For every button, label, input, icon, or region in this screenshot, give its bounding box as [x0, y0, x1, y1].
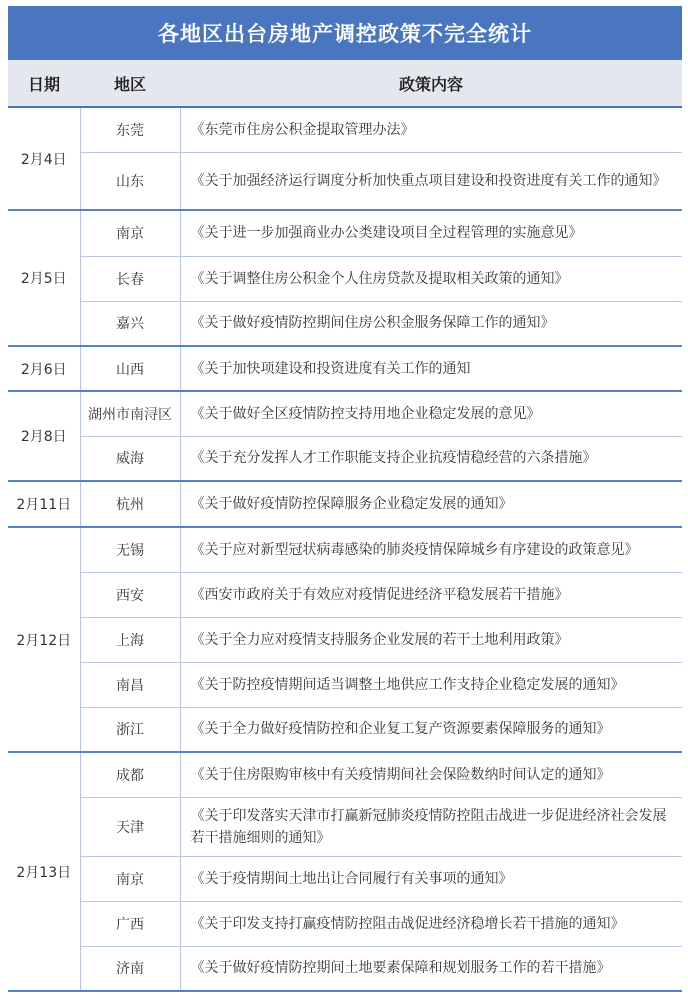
table-title: 各地区出台房地产调控政策不完全统计	[8, 6, 682, 60]
table-row	[8, 946, 682, 991]
policy-cell: 《关于疫情期间土地出让合同履行有关事项的通知》	[180, 856, 682, 901]
region-cell: 无锡	[80, 527, 180, 572]
region-cell: 湖州市南浔区	[80, 391, 180, 436]
table-row	[8, 301, 682, 346]
table-row	[8, 901, 682, 946]
region-cell: 浙江	[80, 707, 180, 752]
table-row	[8, 436, 682, 481]
header-date: 日期	[8, 60, 80, 107]
policy-table	[8, 60, 682, 992]
date-cell: 2月4日	[8, 107, 80, 210]
policy-cell: 《关于加快项建设和投资进度有关工作的通知	[180, 346, 682, 391]
region-cell: 南昌	[80, 662, 180, 707]
table-row	[8, 617, 682, 662]
policy-cell: 《关于全力做好疫情防控和企业复工复产资源要素保障服务的通知》	[180, 707, 682, 752]
table-row	[8, 391, 682, 436]
region-cell: 济南	[80, 946, 180, 991]
policy-cell: 《关于印发支持打赢疫情防控阻击战促进经济稳增长若干措施的通知》	[180, 901, 682, 946]
region-cell: 嘉兴	[80, 301, 180, 346]
policy-cell: 《关于加强经济运行调度分析加快重点项目建设和投资进度有关工作的通知》	[180, 152, 682, 210]
region-cell: 南京	[80, 856, 180, 901]
table-row	[8, 107, 682, 152]
policy-cell: 《关于全力应对疫情支持服务企业发展的若干土地利用政策》	[180, 617, 682, 662]
policy-cell: 《关于做好全区疫情防控支持用地企业稳定发展的意见》	[180, 391, 682, 436]
table-body	[8, 107, 682, 991]
region-cell: 杭州	[80, 481, 180, 527]
policy-cell: 《关于进一步加强商业办公类建设项目全过程管理的实施意见》	[180, 210, 682, 256]
table-row	[8, 210, 682, 256]
region-cell: 山东	[80, 152, 180, 210]
table-row	[8, 481, 682, 527]
table-row	[8, 346, 682, 391]
table-row	[8, 856, 682, 901]
policy-cell: 《关于做好疫情防控保障服务企业稳定发展的通知》	[180, 481, 682, 527]
region-cell: 西安	[80, 572, 180, 617]
date-cell: 2月8日	[8, 391, 80, 481]
policy-cell: 《关于充分发挥人才工作职能支持企业抗疫情稳经营的六条措施》	[180, 436, 682, 481]
policy-cell: 《关于做好疫情防控期间土地要素保障和规划服务工作的若干措施》	[180, 946, 682, 991]
region-cell: 东莞	[80, 107, 180, 152]
region-cell: 广西	[80, 901, 180, 946]
region-cell: 天津	[80, 797, 180, 856]
policy-cell: 《关于做好疫情防控期间住房公积金服务保障工作的通知》	[180, 301, 682, 346]
table-row	[8, 152, 682, 210]
region-cell: 山西	[80, 346, 180, 391]
header-policy: 政策内容	[180, 60, 682, 107]
region-cell: 长春	[80, 256, 180, 301]
region-cell: 南京	[80, 210, 180, 256]
policy-cell: 《关于防控疫情期间适当调整土地供应工作支持企业稳定发展的通知》	[180, 662, 682, 707]
table-row	[8, 752, 682, 797]
date-cell: 2月5日	[8, 210, 80, 346]
header-region: 地区	[80, 60, 180, 107]
region-cell: 上海	[80, 617, 180, 662]
region-cell: 威海	[80, 436, 180, 481]
date-cell: 2月11日	[8, 481, 80, 527]
policy-cell: 《东莞市住房公积金提取管理办法》	[180, 107, 682, 152]
table-row	[8, 527, 682, 572]
policy-cell: 《关于应对新型冠状病毒感染的肺炎疫情保障城乡有序建设的政策意见》	[180, 527, 682, 572]
policy-cell: 《关于调整住房公积金个人住房贷款及提取相关政策的通知》	[180, 256, 682, 301]
table-row	[8, 662, 682, 707]
policy-cell: 《关于印发落实天津市打赢新冠肺炎疫情防控阻击战进一步促进经济社会发展若干措施细则的通知》	[180, 797, 682, 856]
date-cell: 2月12日	[8, 527, 80, 752]
table-row	[8, 256, 682, 301]
header-row	[8, 60, 682, 107]
date-cell: 2月13日	[8, 752, 80, 991]
date-cell: 2月6日	[8, 346, 80, 391]
policy-cell: 《关于住房限购审核中有关疫情期间社会保险数纳时间认定的通知》	[180, 752, 682, 797]
table-row	[8, 797, 682, 856]
table-row	[8, 572, 682, 617]
policy-cell: 《西安市政府关于有效应对疫情促进经济平稳发展若干措施》	[180, 572, 682, 617]
table-row	[8, 707, 682, 752]
region-cell: 成都	[80, 752, 180, 797]
